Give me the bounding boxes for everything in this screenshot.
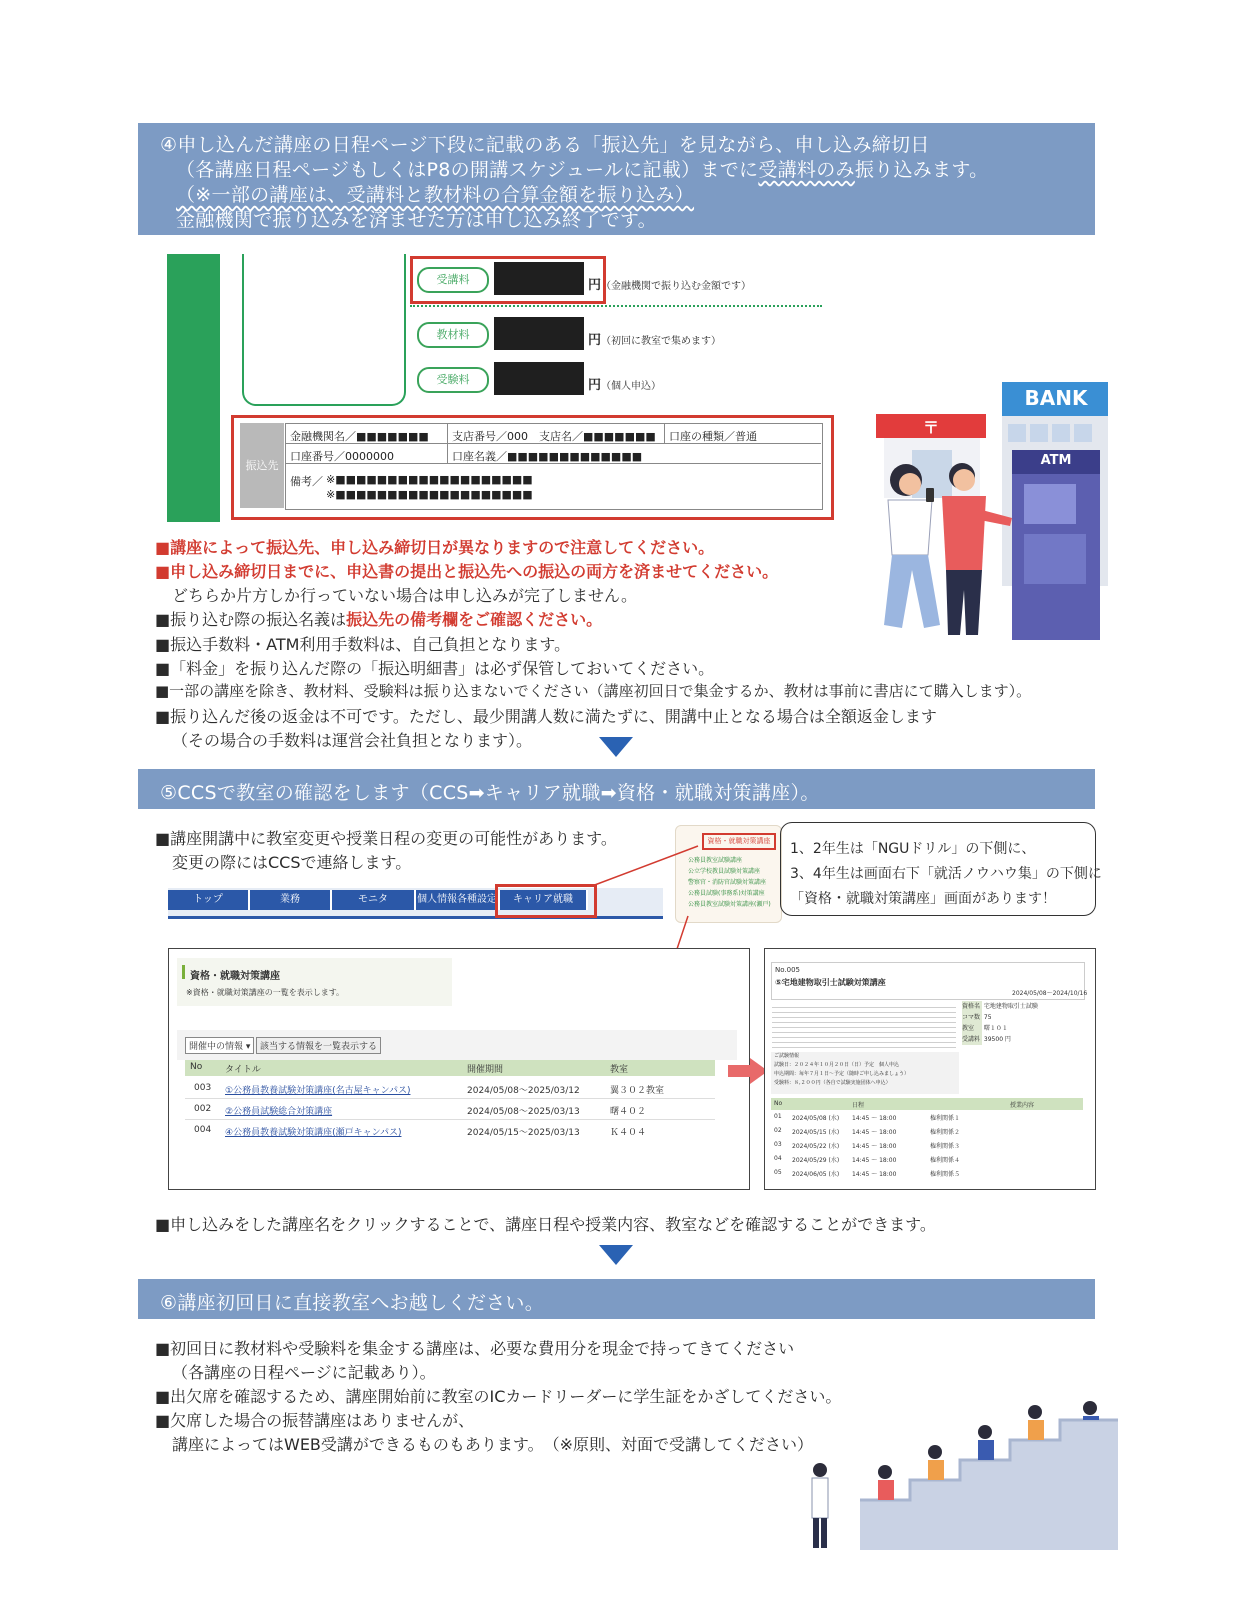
account-type: 口座の種類／普通	[669, 430, 757, 443]
menu-item: 公務員教室試験対策講座(瀬戸)	[688, 901, 771, 908]
detail-row-date: 2024/05/22 (水)	[792, 1143, 840, 1150]
note4-8: ■振り込んだ後の返金は不可です。ただし、最少開講人数に満たずに、開講中止となる場合は全額返金します	[155, 707, 937, 726]
course-col-title: タイトル	[225, 1065, 261, 1075]
detail-row-time: 14:45 ～ 18:00	[852, 1143, 897, 1150]
course-col-room: 教室	[610, 1065, 629, 1075]
course-col-no: No	[190, 1062, 203, 1072]
arrow-down-icon	[599, 737, 633, 757]
course-link[interactable]: ②公務員試験総合対策講座	[225, 1107, 333, 1117]
detail-row-topic: 権利関係５	[930, 1171, 961, 1178]
detail-row-time: 14:45 ～ 18:00	[852, 1157, 897, 1164]
exam-info-line: 受験料：８,２００円（各自で試験実施団体へ申込）	[774, 1080, 891, 1086]
course-list-accent	[182, 965, 185, 979]
detail-row-no: 04	[774, 1155, 782, 1162]
menu-item: 警察官・消防官試験対策講座	[688, 879, 767, 886]
note6-2: （各講座の日程ページに記載あり）。	[172, 1363, 436, 1382]
detail-row-topic: 権利関係２	[930, 1129, 961, 1136]
detail-col-date: 日程	[852, 1102, 865, 1109]
nav-tab-monitor[interactable]: モニタ	[332, 890, 416, 910]
detail-info-row: 受講料 39500 円	[962, 1036, 1011, 1043]
step5-title: ⑤CCSで教室の確認をします（CCS➡キャリア就職➡資格・就職対策講座）。	[160, 782, 820, 804]
bank-sign-text: BANK	[1024, 386, 1088, 410]
post-mark-text: 〒	[922, 418, 939, 437]
course-filter-select[interactable]: 開催中の情報 ▾	[185, 1037, 254, 1054]
row-divider	[185, 1098, 715, 1099]
course-table-header	[185, 1060, 715, 1076]
menu-item: 公務員試験(事務系)対策講座	[688, 890, 765, 897]
detail-row-no: 03	[774, 1141, 782, 1148]
detail-col-topic: 授業内容	[1010, 1102, 1035, 1109]
arrow-down-icon	[599, 1245, 633, 1265]
detail-col-no: No	[774, 1100, 783, 1107]
note4-4: ■振り込む際の振込名義は振込先の備考欄をご確認ください。	[155, 610, 603, 629]
remarks-line-2: ※■■■■■■■■■■■■■■■■■■■	[326, 488, 533, 501]
detail-number: No.005	[775, 966, 800, 974]
note4-7: ■一部の講座を除き、教材料、受験料は振り込まないでください（講座初回日で集金するか、教材は事前に書店にて購入します）。	[155, 682, 1032, 700]
detail-period: 2024/05/08～2024/10/16	[1012, 990, 1088, 997]
detail-row-time: 14:45 ～ 18:00	[852, 1115, 897, 1122]
table-row: 002	[194, 1104, 212, 1114]
step6-banner	[138, 1279, 1095, 1319]
exam-yen: 円（個人申込）	[588, 378, 662, 393]
step4-line-2: （各講座日程ページもしくはP8の開講スケジュールに記載）までに受講料のみ振り込みます。	[176, 159, 989, 181]
detail-info-row: 資格名 宅地建物取引士試験	[962, 1003, 1038, 1010]
note6-3: ■出欠席を確認するため、講座開始前に教室のICカードリーダーに学生証をかざしてください。	[155, 1387, 842, 1406]
bank-name: 金融機関名／■■■■■■■	[290, 430, 429, 443]
step5-banner	[138, 769, 1095, 809]
detail-row-date: 2024/05/29 (水)	[792, 1157, 840, 1164]
detail-row-topic: 権利関係１	[930, 1115, 961, 1122]
detail-description	[772, 1003, 956, 1048]
note6-4: ■欠席した場合の振替講座はありませんが、	[155, 1411, 475, 1430]
nav-tab-career[interactable]: キャリア就職	[500, 890, 588, 910]
detail-row-no: 02	[774, 1127, 782, 1134]
exam-info-line: 申込期間：毎年７月１日～予定（随時ご申し込みましょう）	[774, 1071, 910, 1077]
course-list-subtitle: ※資格・就職対策講座の一覧を表示します。	[186, 988, 345, 997]
detail-row-no: 01	[774, 1113, 782, 1120]
detail-info-table	[962, 1001, 1042, 1045]
nav-tab-settings[interactable]: 個人情報各種設定	[416, 890, 500, 910]
table-row: 2024/05/08～2025/03/12	[467, 1086, 580, 1096]
step4-line-3: （※一部の講座は、受講料と教材料の合算金額を振り込み）	[176, 184, 695, 206]
note5-3: ■申し込みをした講座名をクリックすることで、講座日程や授業内容、教室などを確認することができます。	[155, 1215, 936, 1234]
detail-row-topic: 権利関係４	[930, 1157, 961, 1164]
menu-thumbnail-highlight: 資格・就職対策講座	[702, 833, 776, 850]
material-amount-redacted	[494, 317, 584, 350]
remarks-line-1: ※■■■■■■■■■■■■■■■■■■■	[326, 473, 533, 486]
callout-line-2: 3、4年生は画面右下「就活ノウハウ集」の下側に	[790, 866, 1102, 882]
step4-line-4: 金融機関で振り込みを済ませた方は申し込み終了です。	[176, 209, 657, 231]
atm-sign-text: ATM	[1040, 453, 1072, 468]
note6-1: ■初回日に教材料や受験料を集金する講座は、必要な費用分を現金で持ってきてください	[155, 1339, 795, 1358]
detail-row-date: 2024/05/15 (水)	[792, 1129, 840, 1136]
tuition-pill: 受講料	[417, 267, 489, 293]
table-row: 2024/05/08～2025/03/13	[467, 1107, 580, 1117]
nav-tab-work[interactable]: 業務	[250, 890, 332, 910]
course-list-header-panel	[177, 958, 452, 1006]
menu-item: 公務員教室試験講座	[688, 857, 743, 864]
table-row: 翼３０２教室	[610, 1086, 665, 1096]
exam-info-line: 試験日：２０２４年１０月２０日（日）予定 個人申込	[774, 1062, 900, 1068]
course-filter-button[interactable]: 該当する情報を一覧表示する	[256, 1037, 381, 1054]
detail-row-time: 14:45 ～ 18:00	[852, 1129, 897, 1136]
remarks-label: 備考／	[290, 475, 323, 488]
form-green-bar	[167, 254, 220, 522]
table-row: 004	[194, 1125, 212, 1135]
tuition-amount-redacted	[494, 262, 584, 295]
account-holder: 口座名義／■■■■■■■■■■■■■	[452, 450, 643, 463]
tuition-only-emphasis: 受講料のみ	[758, 159, 855, 181]
note4-9: （その場合の手数料は運営会社負担となります）。	[172, 731, 533, 750]
course-link[interactable]: ④公務員教養試験対策講座(瀬戸キャンパス)	[225, 1128, 402, 1138]
note4-3: どちらか片方しか行っていない場合は申し込みが完了しません。	[172, 586, 637, 605]
course-list-title: 資格・就職対策講座	[190, 971, 280, 982]
note5-1: ■講座開講中に教室変更や授業日程の変更の可能性があります。	[155, 829, 617, 848]
material-yen: 円（初回に教室で集めます）	[588, 333, 722, 348]
detail-row-date: 2024/05/08 (水)	[792, 1115, 840, 1122]
note6-5: 講座によってはWEB受講ができるものもあります。 （※原則、対面で受講してください）	[172, 1435, 814, 1454]
form-dotted-divider	[410, 305, 822, 307]
detail-title: ⑤宅地建物取引士試験対策講座	[775, 978, 886, 987]
students-stairs-illustration	[800, 1400, 1120, 1550]
arrow-right-icon	[728, 1058, 768, 1084]
course-link[interactable]: ①公務員教養試験対策講座(名古屋キャンパス)	[225, 1086, 411, 1096]
material-pill: 教材料	[417, 322, 489, 348]
table-row: 003	[194, 1083, 212, 1093]
note4-1: ■講座によって振込先、申し込み締切日が異なりますので注意してください。	[155, 538, 715, 557]
nav-tab-top[interactable]: トップ	[168, 890, 250, 910]
note4-5: ■振込手数料・ATM利用手数料は、自己負担となります。	[155, 635, 571, 654]
note4-2: ■申し込み締切日までに、申込書の提出と振込先への振込の両方を済ませてください。	[155, 562, 779, 581]
transfer-label-cell: 振込先	[240, 423, 284, 508]
menu-item: 公立学校教員試験対策講座	[688, 868, 761, 875]
callout-line-1: 1、2年生は「NGUドリル」の下側に、	[790, 841, 1036, 857]
table-row: 2024/05/15～2025/03/13	[467, 1128, 580, 1138]
exam-pill: 受験料	[417, 367, 489, 393]
detail-row-topic: 権利関係３	[930, 1143, 961, 1150]
step4-banner	[138, 123, 1095, 235]
transfer-vline-2	[664, 423, 665, 443]
table-row: Ｋ４０４	[610, 1128, 647, 1138]
detail-row-date: 2024/06/05 (水)	[792, 1171, 840, 1178]
row-divider	[185, 1119, 715, 1120]
form-white-panel	[242, 254, 406, 406]
table-row: 曙４０２	[610, 1107, 647, 1117]
exam-amount-redacted	[494, 362, 584, 395]
step4-line-1: ④申し込んだ講座の日程ページ下段に記載のある「振込先」を見ながら、申し込み締切日	[160, 134, 930, 156]
detail-info-row: 教室 曙１０１	[962, 1025, 1008, 1032]
transfer-vline-1	[447, 423, 448, 463]
exam-info-line: ご試験情報	[774, 1053, 800, 1059]
step6-title: ⑥講座初回日に直接教室へお越しください。	[160, 1292, 545, 1314]
detail-info-row: コマ数 75	[962, 1014, 992, 1021]
branch-number: 支店番号／000 支店名／■■■■■■■	[452, 430, 656, 443]
detail-row-time: 14:45 ～ 18:00	[852, 1171, 897, 1178]
account-number: 口座番号／0000000	[290, 450, 394, 463]
detail-table-header	[771, 1098, 1083, 1110]
course-col-period: 開催期間	[467, 1065, 504, 1075]
note4-6: ■「料金」を振り込んだ際の「振込明細書」は必ず保管しておいてください。	[155, 659, 715, 678]
callout-line-3: 「資格・就職対策講座」画面があります！	[790, 891, 1056, 907]
tuition-yen: 円（金融機関で振り込む金額です）	[588, 278, 752, 293]
note5-2: 変更の際にはCCSで連絡します。	[172, 853, 412, 872]
detail-row-no: 05	[774, 1169, 782, 1176]
detail-exam-box	[771, 1052, 959, 1094]
